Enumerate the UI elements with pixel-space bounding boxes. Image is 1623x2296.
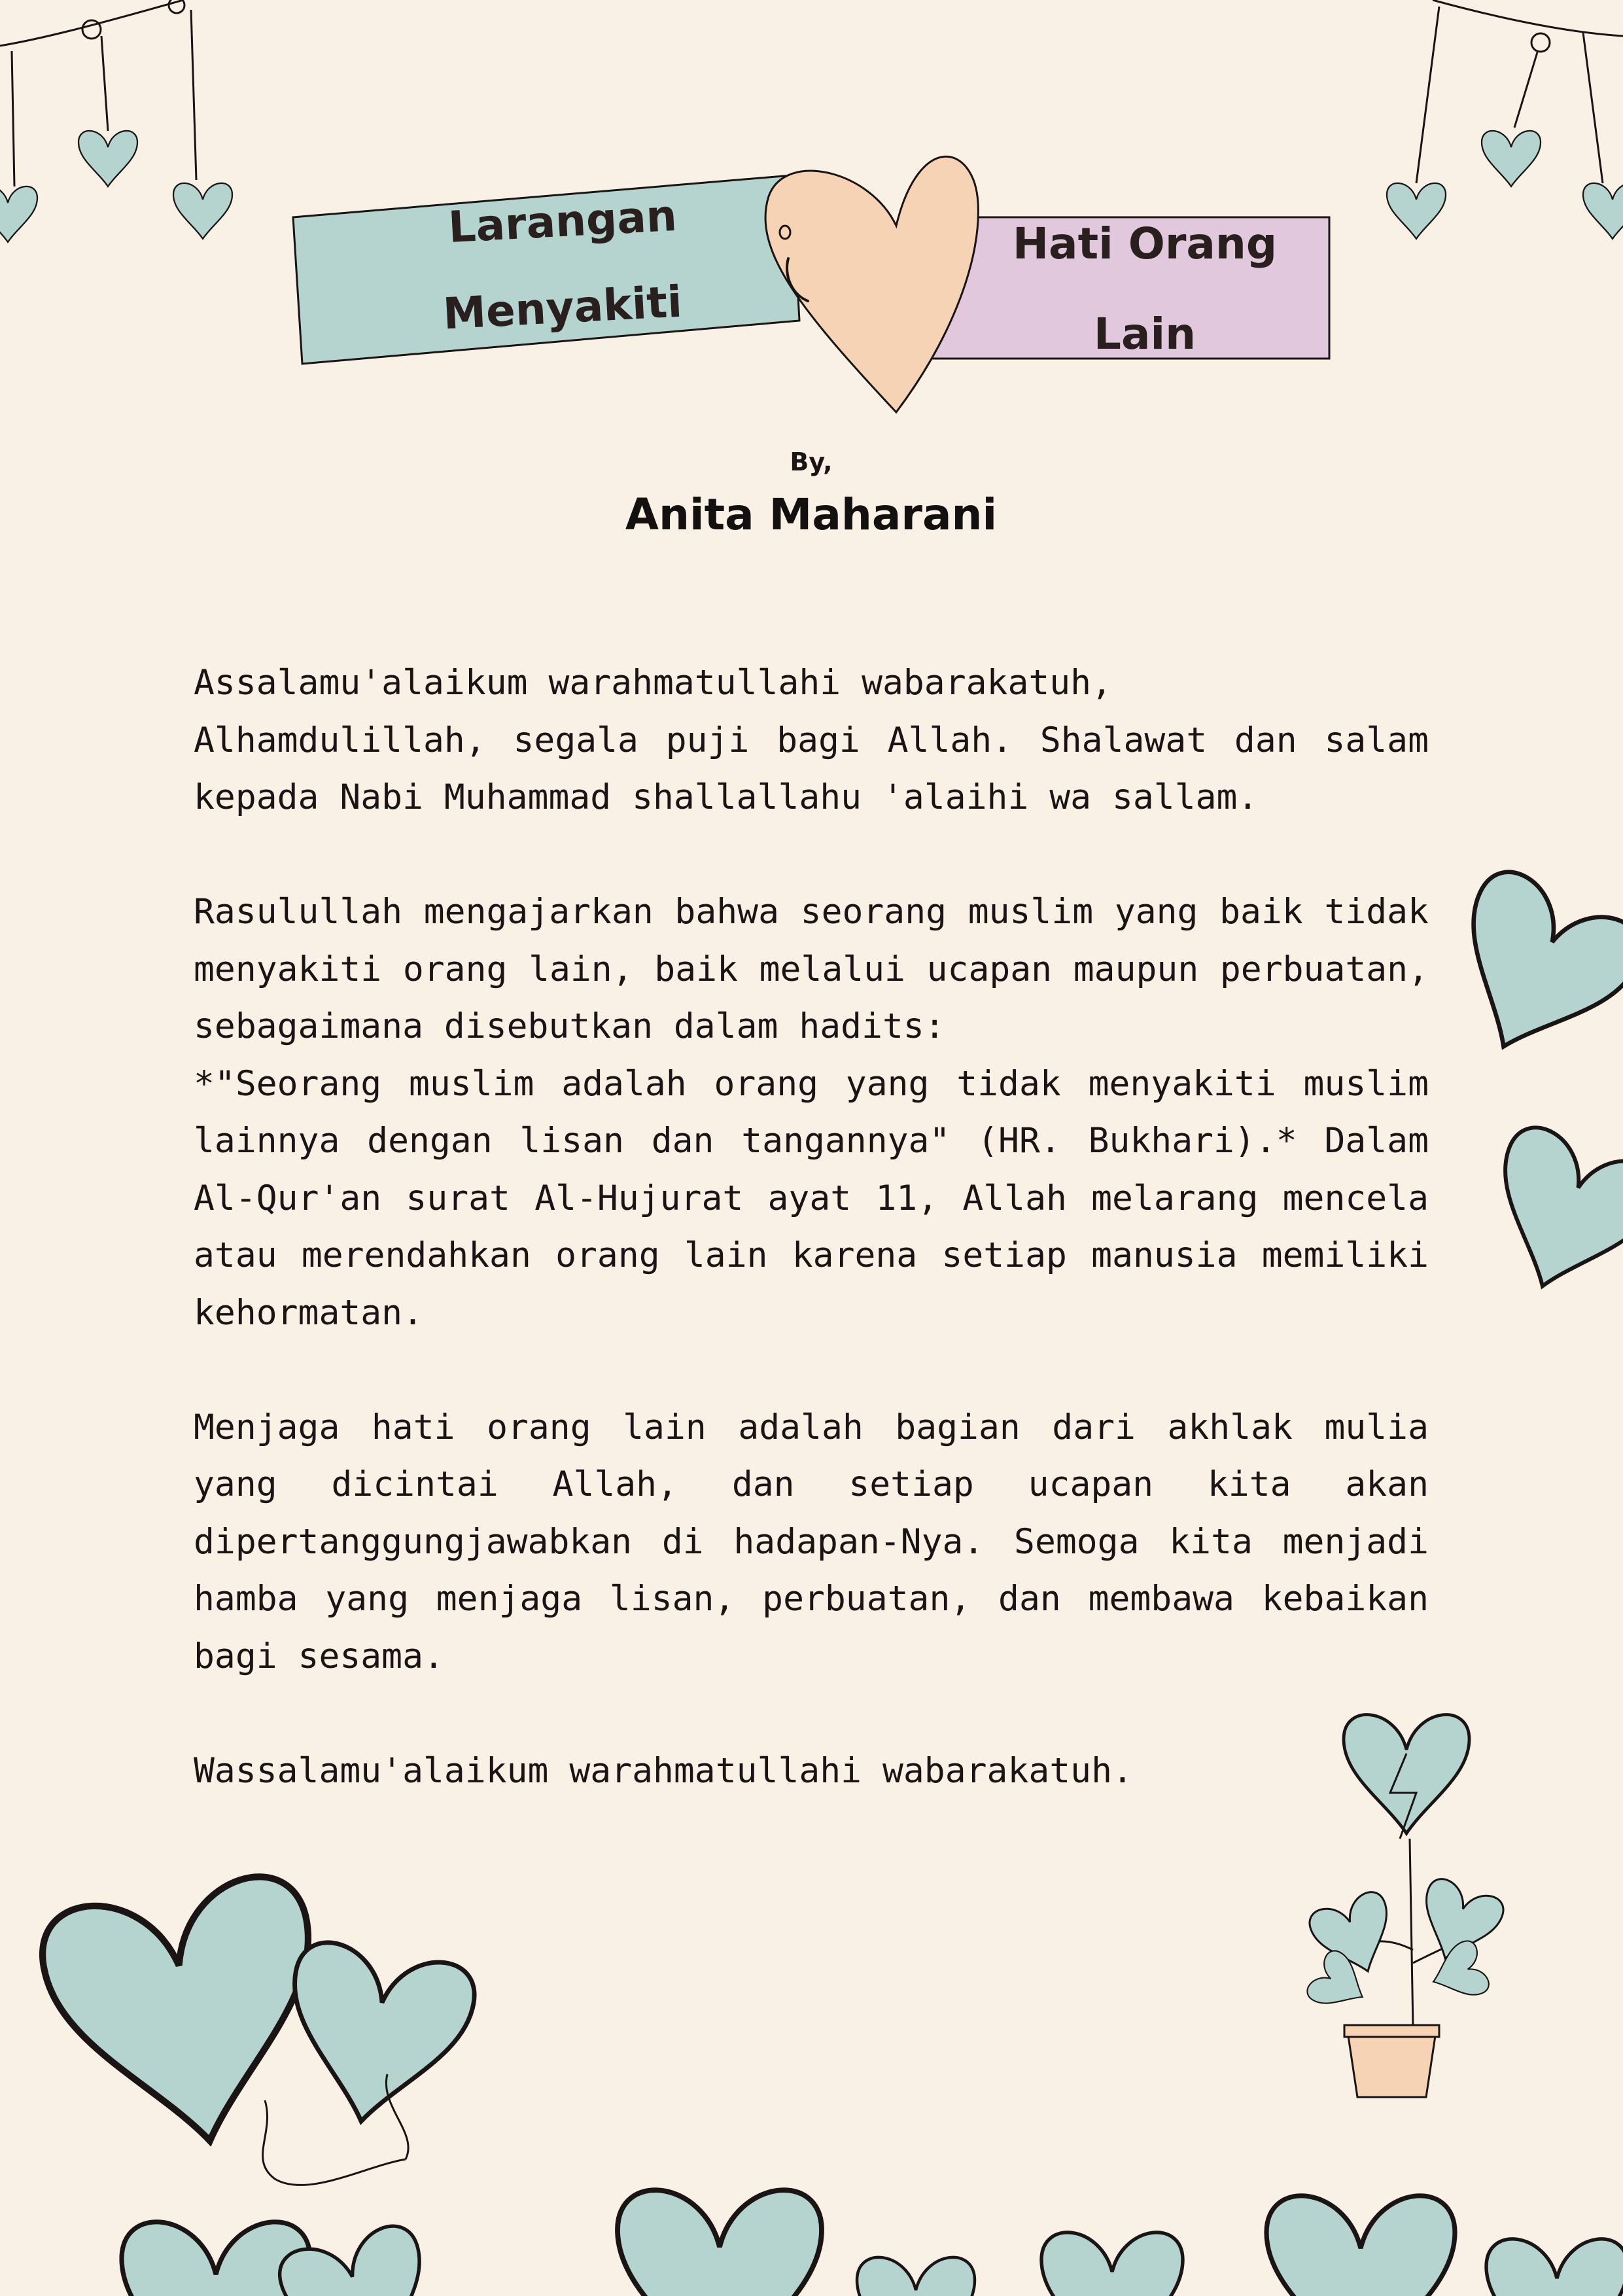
- title-left-line-2: Menyakiti: [442, 276, 684, 340]
- closing: Wassalamu'alaikum warahmatullahi wabarakatuh.: [194, 1750, 1133, 1791]
- title-right-line-1: Hati Orang: [1012, 219, 1278, 269]
- greeting: Assalamu'alaikum warahmatullahi wabarakatuh,: [194, 663, 1112, 703]
- byline-label: By,: [790, 448, 833, 476]
- opening-paragraph: Alhamdulillah, segala puji bagi Allah. Shalawat dan salam kepada Nabi Muhammad shallallahu 'alaihi wa sallam.: [194, 720, 1429, 817]
- right-edge-hearts-icon: [1425, 862, 1623, 1313]
- center-heart-icon: [765, 156, 978, 412]
- author-name: Anita Maharani: [625, 489, 998, 540]
- hanging-hearts-top-right-icon: [1387, 0, 1623, 239]
- paragraph-hadith: *"Seorang muslim adalah orang yang tidak menyakiti muslim lainnya dengan lisan dan tangannya" (HR. Bukhari).* Dalam Al-Qur'an surat Al-Hujurat ayat 11, Allah melarang mencela atau merendahkan orang lain karena setiap manusia memiliki kehormatan.: [194, 1063, 1429, 1333]
- paragraph-akhlak: Menjaga hati orang lain adalah bagian dari akhlak mulia yang dicintai Allah, dan setiap ucapan kita akan dipertanggungjawabkan di hadapan-Nya. Semoga kita menjadi hamba yang menjaga lisan, perbuatan, dan membawa kebaikan bagi sesama.: [194, 1407, 1429, 1676]
- title-left-line-1: Larangan: [447, 190, 678, 253]
- hanging-hearts-top-left-icon: [0, 0, 232, 242]
- letter-body: [194, 654, 1429, 1799]
- paragraph-hadith-intro: Rasulullah mengajarkan bahwa seorang muslim yang baik tidak menyakiti orang lain, baik melalui ucapan maupun perbuatan, sebagaimana disebutkan dalam hadits:: [194, 892, 1429, 1046]
- title-banner: [293, 156, 1329, 412]
- bottom-row-hearts-icon: [122, 2190, 1623, 2296]
- heart-balloons-icon: [35, 1869, 480, 2185]
- title-right-line-2: Lain: [1093, 309, 1196, 359]
